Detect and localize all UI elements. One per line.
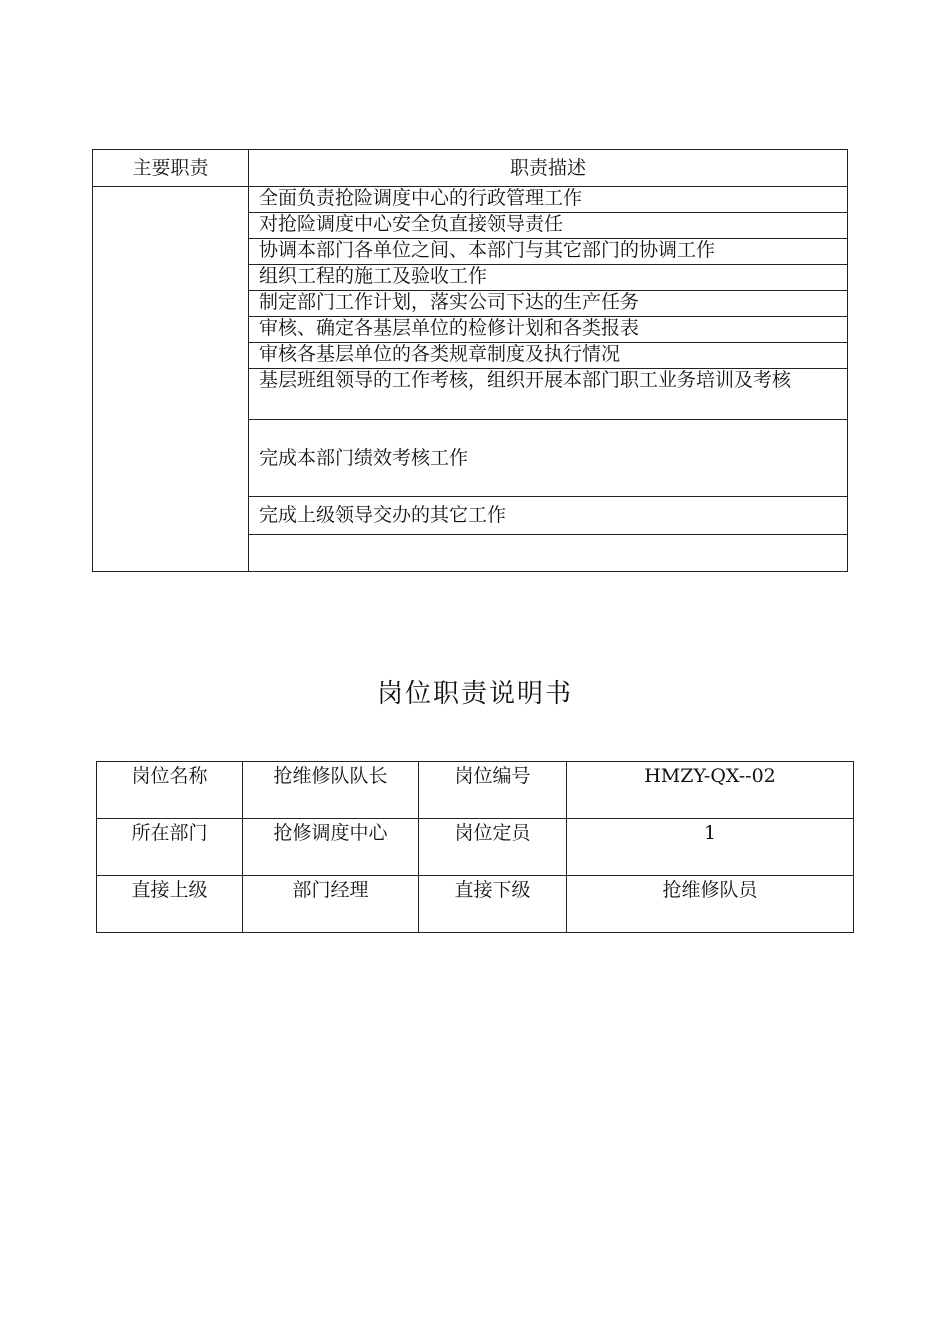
duty-item: 对抢险调度中心安全负直接领导责任 bbox=[249, 213, 848, 239]
duty-item: 审核各基层单位的各类规章制度及执行情况 bbox=[249, 343, 848, 369]
label-position-name: 岗位名称 bbox=[97, 762, 243, 819]
header-main-duties: 主要职责 bbox=[93, 150, 249, 187]
table-row bbox=[97, 876, 854, 933]
position-info-table bbox=[96, 761, 854, 933]
duties-label-cell bbox=[93, 187, 249, 572]
document-title: 岗位职责说明书 bbox=[376, 679, 573, 709]
label-headcount: 岗位定员 bbox=[419, 819, 567, 876]
value-direct-superior: 部门经理 bbox=[243, 876, 419, 933]
value-position-name: 抢维修队队长 bbox=[243, 762, 419, 819]
duty-item: 完成上级领导交办的其它工作 bbox=[249, 497, 848, 535]
table-row bbox=[97, 762, 854, 819]
label-department: 所在部门 bbox=[97, 819, 243, 876]
label-position-code: 岗位编号 bbox=[419, 762, 567, 819]
label-direct-superior: 直接上级 bbox=[97, 876, 243, 933]
duty-item: 完成本部门绩效考核工作 bbox=[249, 420, 848, 497]
value-position-code: HMZY-QX--02 bbox=[567, 762, 854, 819]
value-headcount: 1 bbox=[567, 819, 854, 876]
table-row bbox=[97, 819, 854, 876]
duties-table bbox=[92, 149, 848, 572]
duty-item: 审核、确定各基层单位的检修计划和各类报表 bbox=[249, 317, 848, 343]
table-row bbox=[93, 187, 848, 213]
duty-item: 基层班组领导的工作考核，组织开展本部门职工业务培训及考核 bbox=[249, 369, 848, 420]
value-department: 抢修调度中心 bbox=[243, 819, 419, 876]
duty-item: 组织工程的施工及验收工作 bbox=[249, 265, 848, 291]
value-direct-subordinate: 抢维修队员 bbox=[567, 876, 854, 933]
table-header-row bbox=[93, 150, 848, 187]
label-direct-subordinate: 直接下级 bbox=[419, 876, 567, 933]
duty-item: 协调本部门各单位之间、本部门与其它部门的协调工作 bbox=[249, 239, 848, 265]
duty-item: 制定部门工作计划，落实公司下达的生产任务 bbox=[249, 291, 848, 317]
header-duty-description: 职责描述 bbox=[249, 150, 848, 187]
duty-item: 全面负责抢险调度中心的行政管理工作 bbox=[249, 187, 848, 213]
duty-item-empty bbox=[249, 535, 848, 572]
